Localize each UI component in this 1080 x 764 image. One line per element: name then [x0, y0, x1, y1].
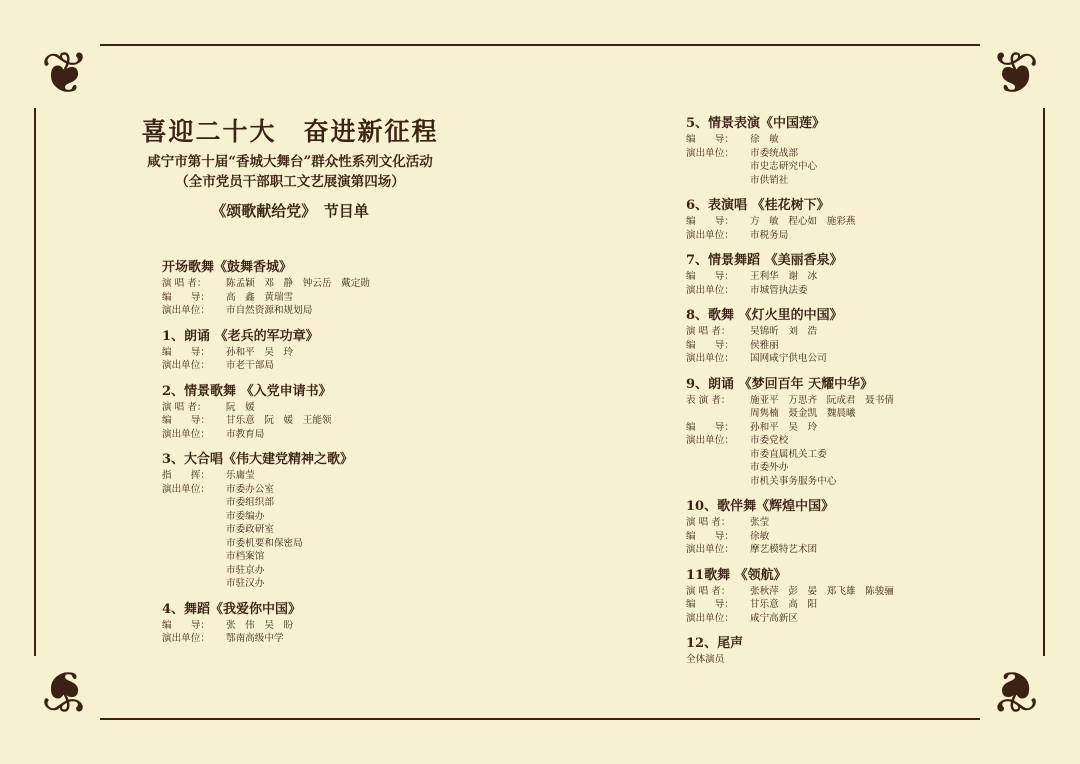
credit-row	[686, 585, 1016, 599]
credit-names	[226, 469, 255, 483]
credit-row	[162, 414, 492, 428]
credit-role: 编 导：	[162, 346, 210, 358]
credit-names	[226, 277, 370, 291]
credit-role: 编 导：	[162, 291, 210, 303]
credit-name: 市委外办	[750, 462, 789, 473]
floral-corner-icon: ❦	[980, 38, 1050, 108]
credit-name: 鄂南高级中学	[226, 633, 284, 644]
credit-role: 演出单位：	[686, 353, 734, 364]
credit-names	[750, 215, 856, 229]
credit-row	[686, 434, 1016, 488]
credit-name: 甘乐意 阮 媛 王能领	[226, 415, 332, 426]
item-note: 全体演员	[686, 654, 725, 665]
credit-names	[750, 339, 779, 353]
program-column-right	[686, 114, 1016, 676]
credit-name: 市委办公室	[226, 483, 274, 495]
credit-names	[226, 291, 293, 305]
credit-role: 编 导：	[686, 134, 734, 145]
credit-role: 演出单位：	[686, 229, 734, 241]
credit-row	[686, 598, 1016, 612]
credit-name: 摩艺模特艺术团	[750, 544, 818, 555]
credit-name: 市机关事务服务中心	[750, 475, 837, 487]
credit-names	[226, 414, 332, 428]
credit-role: 演 唱 者：	[686, 326, 731, 337]
credit-role: 编 导：	[686, 339, 734, 351]
credit-role: 演出单位：	[686, 612, 734, 624]
credit-role: 演出单位：	[162, 305, 210, 316]
credit-name: 张 伟 吴 盼	[226, 619, 294, 631]
credit-names	[750, 133, 779, 147]
credit-row	[686, 394, 1016, 421]
credit-name: 市驻汉办	[226, 578, 265, 589]
credit-row	[686, 133, 1016, 147]
credit-row	[162, 619, 492, 633]
event-subtitle-note: （全市党员干部职工文艺展演第四场）	[175, 174, 405, 190]
floral-corner-icon: ❦	[980, 656, 1050, 726]
credit-name: 徐敏	[750, 530, 770, 542]
credit-name: 市史志研究中心	[750, 161, 818, 172]
credit-names	[750, 421, 817, 435]
credit-row	[162, 401, 492, 415]
credit-row	[686, 516, 1016, 530]
credit-role: 演出单位：	[686, 284, 734, 296]
credit-role: 演出单位：	[686, 544, 734, 555]
item-title: 1、朗诵 《老兵的军功章》	[162, 328, 319, 344]
credit-name: 市委组织部	[226, 497, 274, 508]
credit-name: 国网咸宁供电公司	[750, 353, 827, 364]
program-item	[686, 375, 1016, 489]
credit-names	[750, 352, 827, 366]
credit-role: 编 导：	[686, 216, 734, 227]
credit-row	[686, 530, 1016, 544]
credit-role: 编 导：	[686, 599, 734, 610]
item-title: 11歌舞 《领航》	[686, 567, 787, 583]
item-title: 3、大合唱《伟大建党精神之歌》	[162, 452, 354, 467]
program-item	[686, 196, 1016, 242]
credit-role: 演出单位：	[162, 360, 210, 371]
credit-names	[226, 619, 293, 633]
credit-name: 阮 媛	[226, 401, 255, 413]
credit-names	[226, 359, 274, 373]
credit-row	[162, 346, 492, 360]
credit-name: 市供销社	[750, 174, 789, 186]
program-item	[162, 327, 492, 373]
credit-name: 侯雅丽	[750, 339, 779, 351]
item-title: 2、情景歌舞 《入党申请书》	[162, 383, 332, 399]
credit-names	[750, 516, 769, 530]
credit-name: 施亚平 万思齐 阮成君 聂书倩	[750, 394, 894, 406]
item-title: 5、情景表演《中国莲》	[686, 116, 826, 131]
program-item	[162, 258, 492, 318]
credit-role: 演出单位：	[162, 428, 210, 440]
credit-role: 演出单位：	[162, 633, 210, 644]
credit-names	[750, 325, 817, 339]
credit-name: 吴锦昕 刘 浩	[750, 326, 818, 337]
program-item	[686, 306, 1016, 366]
credit-row	[686, 325, 1016, 339]
item-title: 7、情景舞蹈 《美丽香泉》	[686, 253, 843, 268]
credit-role: 编 导：	[162, 619, 210, 631]
item-title: 9、朗诵 《梦回百年 天耀中华》	[686, 376, 874, 392]
credit-names	[750, 612, 798, 626]
credit-row	[686, 229, 1016, 243]
credit-role: 演 唱 者：	[686, 585, 731, 597]
credit-name: 市档案馆	[226, 551, 265, 562]
credit-row	[686, 147, 1016, 188]
credit-row	[162, 469, 492, 483]
credit-name: 甘乐意 高 阳	[750, 599, 818, 610]
credit-name: 张莹	[750, 517, 770, 528]
credit-names	[226, 632, 284, 646]
credit-row	[162, 483, 492, 591]
floral-corner-icon: ❦	[30, 656, 100, 726]
credit-name: 张秋萍 彭 晏 郑飞雄 陈骏骊	[750, 585, 894, 597]
credit-name: 乐庸莹	[226, 470, 255, 481]
credit-role: 演出单位：	[686, 147, 734, 159]
credit-name: 市自然资源和规划局	[226, 305, 313, 316]
credit-name: 市税务局	[750, 229, 789, 241]
item-title: 4、舞蹈《我爱你中国》	[162, 601, 302, 617]
credit-names	[750, 598, 817, 612]
credit-name: 市委党校	[750, 435, 789, 446]
item-title: 开场歌舞《鼓舞香城》	[162, 260, 293, 275]
credit-name: 孙和平 吴 玲	[750, 421, 818, 433]
credit-name: 市驻京办	[226, 564, 265, 576]
credit-names	[750, 147, 817, 188]
credit-name: 市城管执法委	[750, 284, 808, 296]
credit-name: 王利华 谢 冰	[750, 271, 818, 282]
credit-row	[162, 632, 492, 646]
program-title: 《颂歌献给党》 节目单	[211, 202, 369, 220]
credit-name: 市委政研室	[226, 524, 274, 535]
credit-name: 咸宁高新区	[750, 612, 798, 624]
item-title: 6、表演唱 《桂花树下》	[686, 198, 830, 213]
page-title: 喜迎二十大 奋进新征程	[141, 117, 439, 146]
credit-name: 陈孟颖 邓 静 钟云岳 戴定勋	[226, 278, 370, 289]
program-item	[686, 251, 1016, 297]
credit-role: 演出单位：	[162, 483, 210, 495]
item-title: 12、尾声	[686, 636, 744, 651]
credit-row	[162, 359, 492, 373]
credit-role: 演 唱 者：	[162, 401, 207, 413]
credit-name: 高 鑫 黄瑞雪	[226, 291, 294, 303]
credit-names	[226, 346, 293, 360]
credit-role: 演 唱 者：	[162, 278, 207, 289]
credit-role: 指 挥：	[162, 470, 210, 481]
item-title: 10、歌伴舞《辉煌中国》	[686, 499, 835, 514]
program-item	[686, 566, 1016, 626]
credit-row	[686, 284, 1016, 298]
credit-names	[750, 394, 894, 421]
credit-role: 编 导：	[162, 415, 210, 426]
floral-corner-icon: ❦	[30, 38, 100, 108]
credit-names	[226, 483, 303, 591]
credit-names	[226, 304, 312, 318]
credit-role: 演出单位：	[686, 435, 734, 446]
credit-role: 编 导：	[686, 271, 734, 282]
credit-name: 周隽楠 聂金凯 魏晨曦	[750, 408, 856, 419]
program-item	[162, 382, 492, 442]
credit-name: 市委直属机关工委	[750, 448, 827, 460]
credit-name: 孙和平 吴 玲	[226, 346, 294, 358]
program-item	[686, 497, 1016, 557]
credit-row	[686, 270, 1016, 284]
credit-row	[162, 291, 492, 305]
credit-role: 编 导：	[686, 530, 734, 542]
credit-names	[750, 229, 788, 243]
credit-name: 市委机要和保密局	[226, 537, 303, 549]
program-item	[686, 634, 1016, 667]
program-item	[162, 600, 492, 646]
credit-names	[226, 428, 264, 442]
credit-names	[750, 434, 836, 488]
event-subtitle: 咸宁市第十届“香城大舞台”群众性系列文化活动	[147, 154, 433, 170]
program-item	[686, 114, 1016, 187]
credit-row	[686, 352, 1016, 366]
credit-name: 市老干部局	[226, 360, 274, 371]
credit-names	[750, 270, 817, 284]
credit-row	[686, 215, 1016, 229]
credit-name: 市委统战部	[750, 147, 798, 159]
program-column-left	[162, 258, 492, 655]
credit-role: 演 唱 者：	[686, 517, 731, 528]
credit-role: 表 演 者：	[686, 394, 731, 406]
program-item	[162, 450, 492, 591]
credit-name: 市委编办	[226, 510, 265, 522]
credit-names	[750, 585, 894, 599]
credit-row	[686, 339, 1016, 353]
credit-row	[162, 277, 492, 291]
credit-name: 市教育局	[226, 428, 265, 440]
credit-row	[686, 543, 1016, 557]
credit-names	[226, 401, 255, 415]
credit-row	[162, 304, 492, 318]
credit-names	[750, 284, 808, 298]
item-title: 8、歌舞 《灯火里的中国》	[686, 308, 843, 323]
credit-row	[686, 612, 1016, 626]
credit-names	[750, 543, 817, 557]
credit-name: 徐 敏	[750, 134, 779, 145]
credit-row	[162, 428, 492, 442]
credit-role: 编 导：	[686, 421, 734, 433]
credit-name: 方 敏 程心如 施彩燕	[750, 216, 856, 227]
credit-row	[686, 421, 1016, 435]
credit-names	[750, 530, 769, 544]
